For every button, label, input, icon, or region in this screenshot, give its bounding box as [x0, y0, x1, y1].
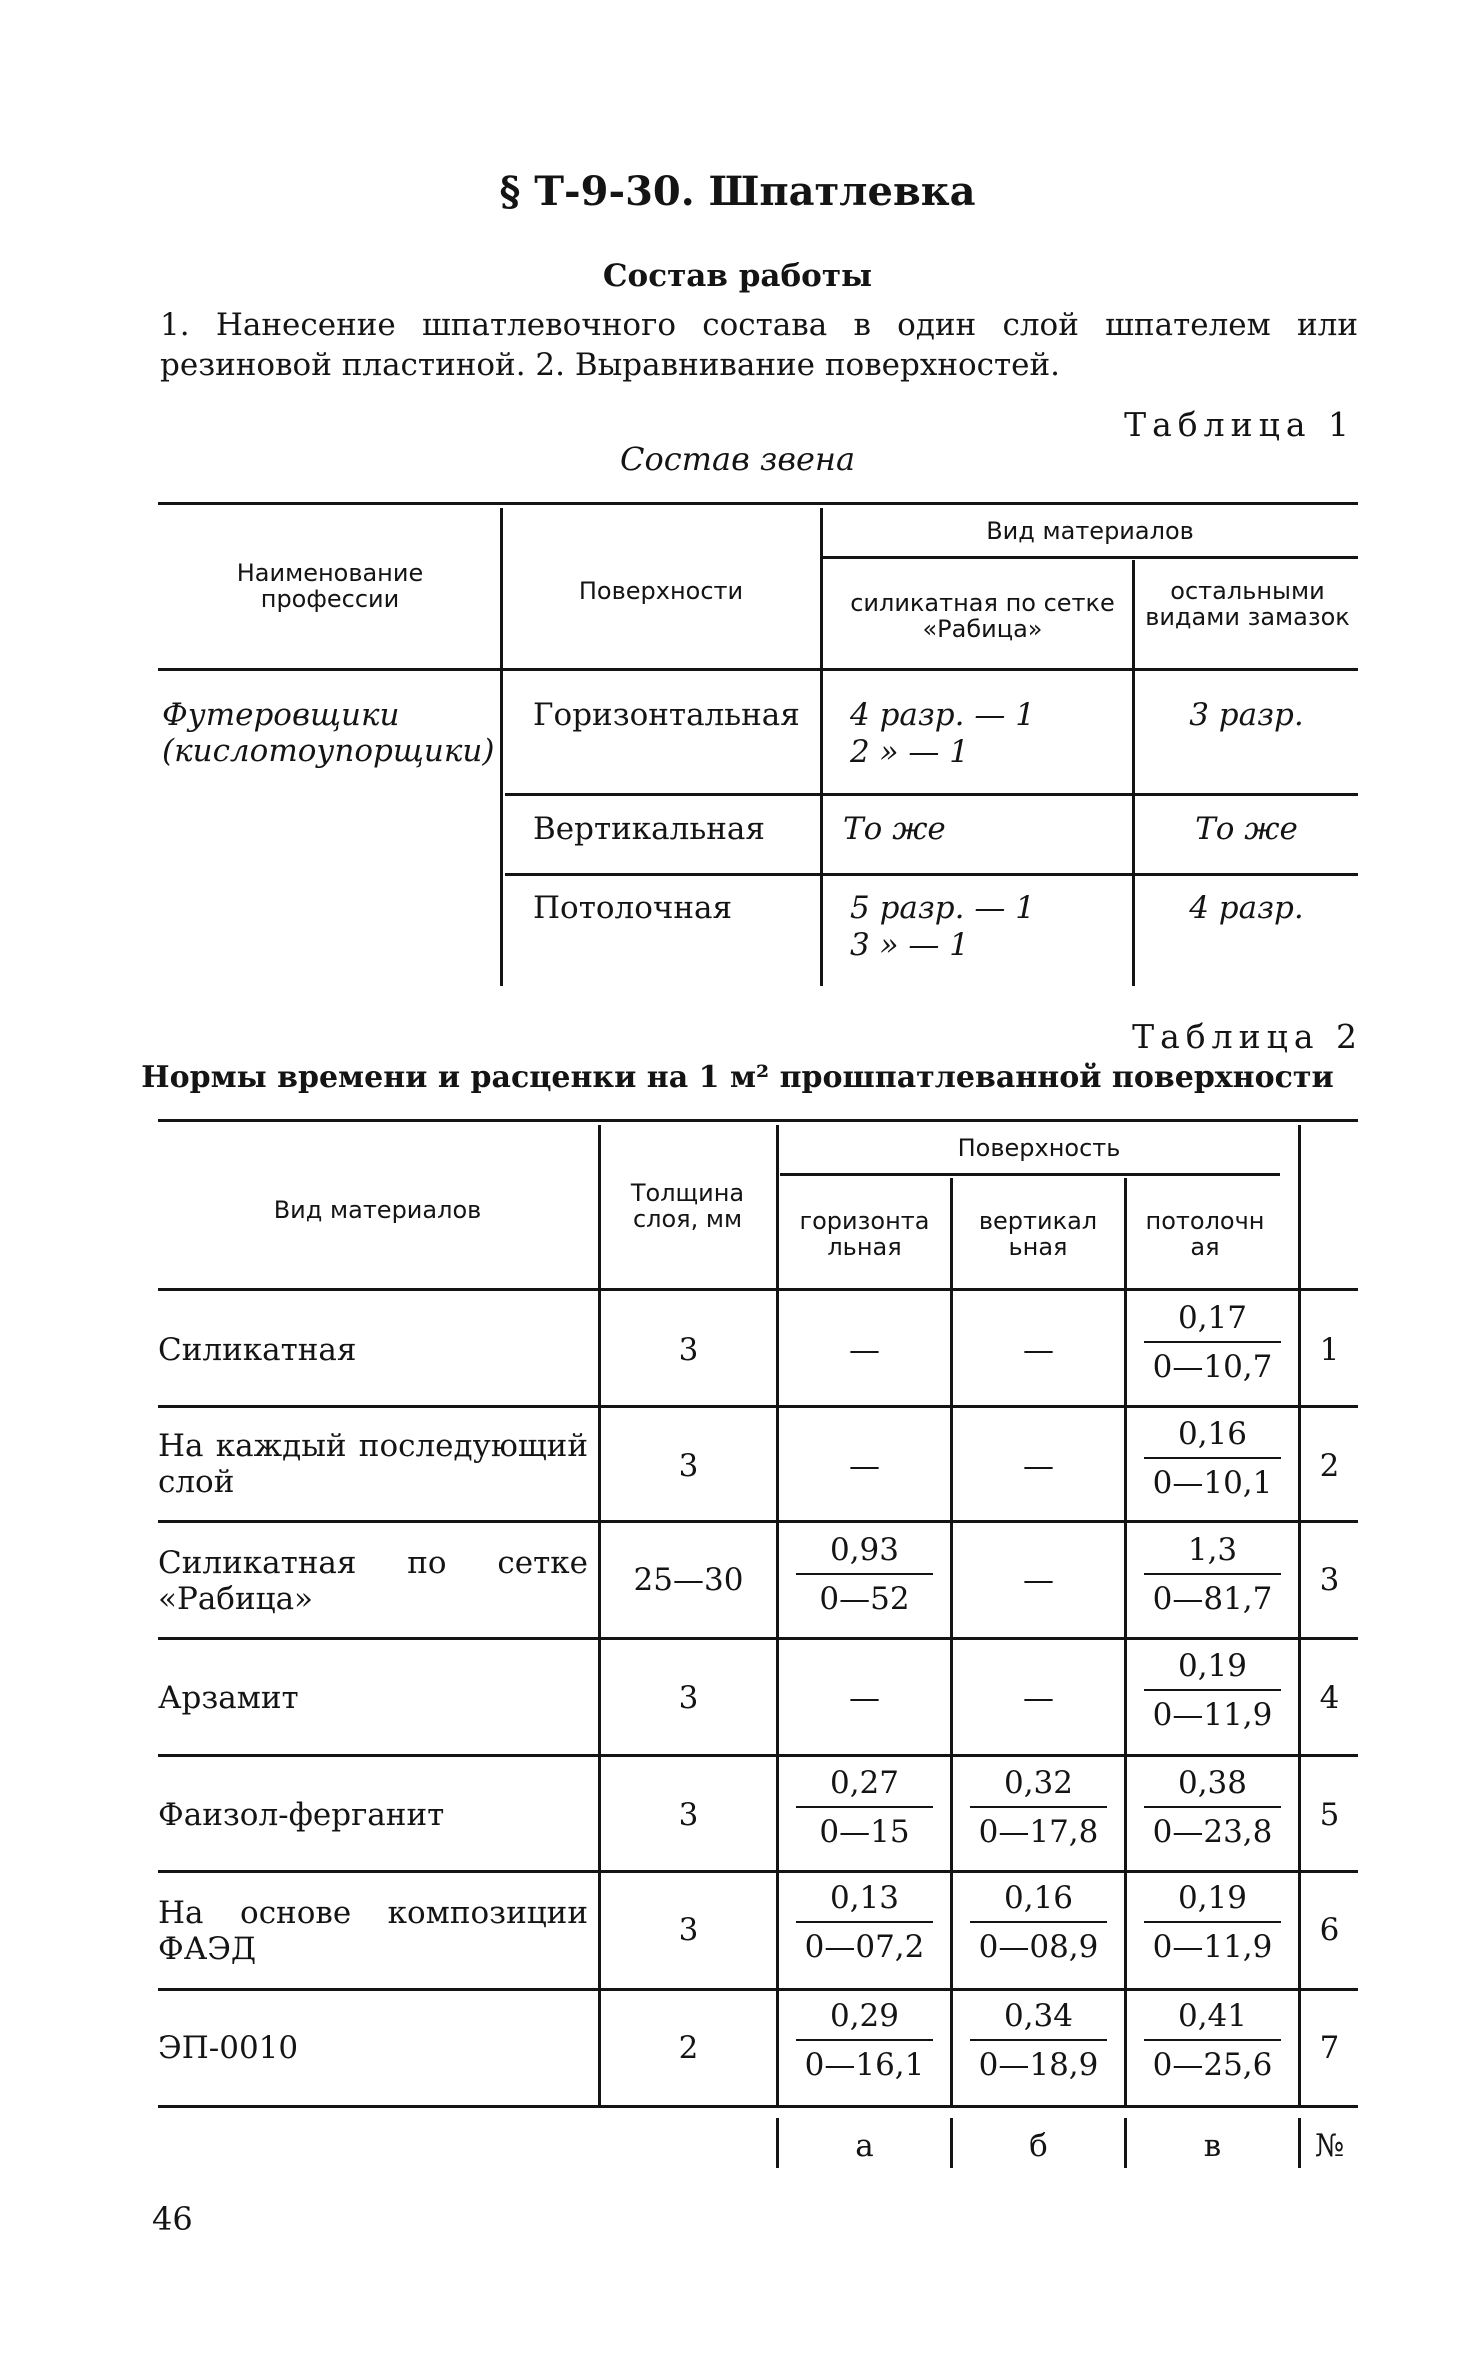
t2-header-thickness: Толщина слоя, мм	[630, 1179, 745, 1233]
t2-row6-number: 6	[1319, 1912, 1340, 1948]
t2-row1-ceiling-rate: 0—10,7	[1152, 1349, 1273, 1385]
t1-profession: Футеровщики (кислотоупорщики)	[162, 697, 495, 769]
t2-row1-ceiling-norm: 0,17	[1177, 1300, 1248, 1336]
t2-row2-ceiling	[1127, 1416, 1298, 1501]
t2-footer-b: б	[1029, 2128, 1048, 2164]
t2-row7-ceiling	[1127, 1998, 1298, 2083]
table1-caption: Состав звена	[619, 440, 856, 478]
t1-row1-silicate-1: 4 разр. — 1	[850, 697, 1035, 733]
t1-row2-silicate-1: То же	[843, 811, 946, 847]
t2-row6-ceiling-norm: 0,19	[1177, 1880, 1248, 1916]
t1-row3-silicate-2: 3 » — 1	[850, 927, 969, 963]
t2-row4-number: 4	[1319, 1680, 1340, 1716]
t2-row3-ceiling	[1127, 1532, 1298, 1617]
t2-row1-ceiling	[1127, 1300, 1298, 1385]
t1-row3-surface: Потолочная	[533, 890, 733, 926]
t2-row3-number: 3	[1319, 1562, 1340, 1598]
t2-row6-horizontal	[779, 1880, 950, 1965]
t2-row1-material: Силикатная	[158, 1332, 357, 1368]
t2-row4-ceiling-rate: 0—11,9	[1152, 1697, 1273, 1733]
t2-row7-vertical-norm: 0,34	[1003, 1998, 1074, 2034]
t2-row2-horizontal: —	[849, 1448, 880, 1484]
t2-row5-vertical-norm: 0,32	[1003, 1765, 1074, 1801]
t2-row5-ceiling-norm: 0,38	[1177, 1765, 1248, 1801]
t2-row7-vertical	[953, 1998, 1124, 2083]
t2-row5-thickness: 3	[678, 1797, 699, 1833]
t2-header-surface: Поверхность	[957, 1134, 1121, 1162]
t2-row7-number: 7	[1319, 2030, 1340, 2066]
t2-row4-vertical: —	[1023, 1680, 1054, 1716]
t2-row1-vertical: —	[1023, 1332, 1054, 1368]
t2-row5-horizontal-norm: 0,27	[829, 1765, 900, 1801]
t2-row3-horizontal-rate: 0—52	[819, 1581, 910, 1617]
t2-row3-horizontal	[779, 1532, 950, 1617]
t2-row6-ceiling-rate: 0—11,9	[1152, 1929, 1273, 1965]
t1-header-profession: Наименование профессии	[236, 559, 424, 613]
t2-row3-vertical: —	[1023, 1562, 1054, 1598]
t2-row7-material: ЭП-0010	[158, 2030, 299, 2066]
t2-row4-ceiling	[1127, 1648, 1298, 1733]
t2-row5-number: 5	[1319, 1797, 1340, 1833]
t2-row5-horizontal	[779, 1765, 950, 1850]
t2-row7-horizontal-rate: 0—16,1	[804, 2047, 925, 2083]
t2-footer-a: а	[855, 2128, 874, 2164]
table2-caption: Нормы времени и расценки на 1 м² прошпатлеванной поверхности	[141, 1060, 1334, 1095]
t2-row2-material: На каждый последующий слой	[158, 1428, 588, 1500]
t2-row6-vertical-rate: 0—08,9	[978, 1929, 1099, 1965]
t1-row2-surface: Вертикальная	[533, 811, 765, 847]
t1-row1-surface: Горизонтальная	[533, 697, 800, 733]
t1-header-silicate: силикатная по сетке «Рабица»	[850, 589, 1115, 643]
t1-row1-other: 3 разр.	[1189, 697, 1304, 733]
t2-row4-horizontal: —	[849, 1680, 880, 1716]
t2-row6-vertical-norm: 0,16	[1003, 1880, 1074, 1916]
t2-row6-material: На основе композиции ФАЭД	[158, 1895, 588, 1967]
t2-row4-ceiling-norm: 0,19	[1177, 1648, 1248, 1684]
t1-header-materials: Вид материалов	[986, 517, 1194, 545]
t1-header-surfaces: Поверхности	[578, 577, 744, 605]
t2-row2-ceiling-norm: 0,16	[1177, 1416, 1248, 1452]
page-number: 46	[152, 2200, 193, 2238]
t1-row1-silicate-2: 2 » — 1	[850, 734, 969, 770]
work-description: 1. Нанесение шпатлевочного состава в один слой шпателем или резиновой пластиной. 2. Выравнивание поверхностей.	[160, 307, 1358, 383]
t2-row7-thickness: 2	[678, 2030, 699, 2066]
t2-row7-ceiling-rate: 0—25,6	[1152, 2047, 1273, 2083]
t2-header-material: Вид материалов	[273, 1196, 482, 1224]
t2-row7-ceiling-norm: 0,41	[1177, 1998, 1248, 2034]
t2-header-ceiling: потолочная	[1145, 1207, 1265, 1261]
t2-row6-horizontal-norm: 0,13	[829, 1880, 900, 1916]
t2-row5-ceiling	[1127, 1765, 1298, 1850]
t2-row4-material: Арзамит	[158, 1680, 299, 1716]
t2-row3-ceiling-rate: 0—81,7	[1152, 1581, 1273, 1617]
t2-row3-horizontal-norm: 0,93	[829, 1532, 900, 1568]
t2-header-horizontal: горизонтальная	[799, 1207, 930, 1261]
t1-row2-other: То же	[1195, 811, 1298, 847]
table1-label: Таблица 1	[1124, 405, 1355, 444]
t2-row1-horizontal: —	[849, 1332, 880, 1368]
t2-row7-horizontal-norm: 0,29	[829, 1998, 900, 2034]
t2-row5-ceiling-rate: 0—23,8	[1152, 1814, 1273, 1850]
t2-row5-horizontal-rate: 0—15	[819, 1814, 910, 1850]
t2-row2-vertical: —	[1023, 1448, 1054, 1484]
t2-row1-thickness: 3	[678, 1332, 699, 1368]
t2-row5-vertical	[953, 1765, 1124, 1850]
t2-row3-thickness: 25—30	[633, 1562, 744, 1598]
t2-row3-ceiling-norm: 1,3	[1187, 1532, 1238, 1568]
t2-row1-number: 1	[1319, 1332, 1340, 1368]
t1-header-other: остальными видами замазок	[1145, 577, 1350, 631]
t2-row2-number: 2	[1319, 1448, 1340, 1484]
t1-row3-other: 4 разр.	[1189, 890, 1304, 926]
t1-row3-silicate-1: 5 разр. — 1	[850, 890, 1035, 926]
t2-footer-number: №	[1314, 2128, 1345, 2164]
t2-row5-vertical-rate: 0—17,8	[978, 1814, 1099, 1850]
t2-row6-horizontal-rate: 0—07,2	[804, 1929, 925, 1965]
page-title: § Т-9-30. Шпатлевка	[499, 168, 976, 215]
t2-row5-material: Фаизол-ферганит	[158, 1797, 445, 1833]
t2-row4-thickness: 3	[678, 1680, 699, 1716]
t2-row6-thickness: 3	[678, 1912, 699, 1948]
t2-row3-material: Силикатная по сетке «Рабица»	[158, 1545, 588, 1617]
t2-header-vertical: вертикальная	[978, 1207, 1098, 1261]
t2-row6-ceiling	[1127, 1880, 1298, 1965]
t2-row2-ceiling-rate: 0—10,1	[1152, 1465, 1273, 1501]
t2-row2-thickness: 3	[678, 1448, 699, 1484]
table2-label: Таблица 2	[1132, 1017, 1363, 1056]
t2-row6-vertical	[953, 1880, 1124, 1965]
t2-footer-c: в	[1203, 2128, 1222, 2164]
work-heading: Состав работы	[602, 258, 873, 294]
t2-row7-horizontal	[779, 1998, 950, 2083]
t2-row7-vertical-rate: 0—18,9	[978, 2047, 1099, 2083]
